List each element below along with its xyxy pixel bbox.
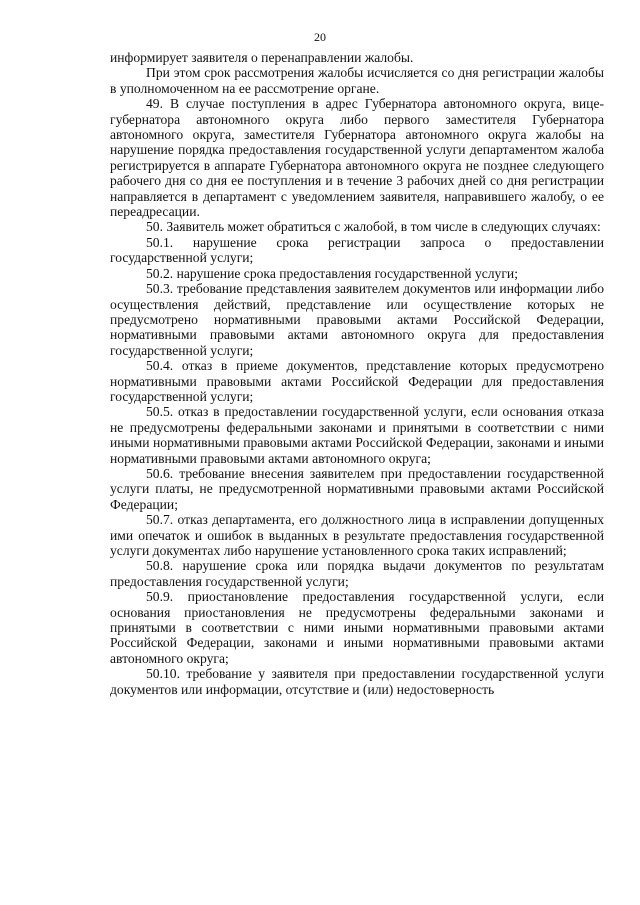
paragraph: информирует заявителя о перенаправлении жалобы. — [110, 50, 414, 65]
paragraph: 50.7. отказ департамента, его должностного лица в исправлении допущенных ими опечаток и ошибок в выданных в результате предоставления государственной услуги документах либо нарушение установленного срока таких исправлений; — [110, 512, 604, 558]
paragraph: 50.1. нарушение срока регистрации запроса о предоставлении государственной услуги; — [110, 234, 604, 266]
paragraph: 50.10. требование у заявителя при предоставлении государственной услуги документов или информации, отсутствие и (или) недостоверность — [110, 666, 604, 697]
paragraph: 50.3. требование представления заявителем документов или информации либо осуществления действий, представление или осуществление которых не предусмотрено нормативными правовыми актами Российской Федерации, нормативными правовыми актами автономного округа для предоставления государственной услуги; — [110, 281, 604, 358]
paragraph: 50.6. требование внесения заявителем при предоставлении государственной услуги платы, не предусмотренной нормативными правовыми актами Российской Федерации; — [110, 465, 604, 512]
paragraph: При этом срок рассмотрения жалобы исчисляется со дня регистрации жалобы в уполномоченном на ее рассмотрение органе. — [110, 65, 604, 96]
paragraph: 50.4. отказ в приеме документов, представление которых предусмотрено нормативными правовыми актами Российской Федерации для предоставления государственной услуги; — [110, 358, 604, 404]
paragraph: 50.2. нарушение срока предоставления государственной услуги; — [146, 265, 518, 281]
paragraph: 50.9. приостановление предоставления государственной услуги, если основания приостановления не предусмотрены федеральными законами и принятыми в соответствии с ними иными нормативными правовыми актами Российской Федерации, законами и иными нормативными правовыми актами автономного округа; — [110, 589, 604, 666]
paragraph: 49. В случае поступления в адрес Губернатора автономного округа, вице-губернатора автономного округа либо первого заместителя Губернатора автономного округа, заместителя Губернатора автономного округа жалобы на нарушение порядка предоставления государственной услуги департаментом жалоба регистрируется в аппарате Губернатора автономного округа не позднее следующего рабочего дня со дня ее поступления и в течение 3 рабочих дней со дня регистрации направляется в департамент с уведомлением заявителя, направившего жалобу, о ее переадресации. — [110, 96, 604, 220]
paragraph: 50.8. нарушение срока или порядка выдачи документов по результатам предоставления государственной услуги; — [110, 558, 604, 589]
document-body — [110, 50, 604, 697]
page-number: 20 — [314, 30, 326, 44]
paragraph: 50. Заявитель может обратиться с жалобой, в том числе в следующих случаях: — [146, 219, 601, 235]
paragraph: 50.5. отказ в предоставлении государственной услуги, если основания отказа не предусмотрены федеральными законами и принятыми в соответствии с ними иными нормативными правовыми актами Российской Федерации, законами и иными нормативными правовыми актами автономного округа; — [110, 404, 604, 466]
